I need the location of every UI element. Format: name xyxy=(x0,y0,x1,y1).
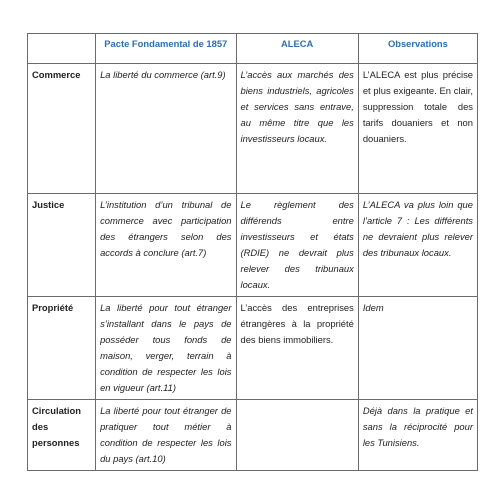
comparison-table xyxy=(27,33,478,471)
header-pacte: Pacte Fondamental de 1857 xyxy=(96,34,236,64)
row-label-circulation: Circulation des personnes xyxy=(28,400,96,471)
cell-aleca-circulation xyxy=(236,400,358,471)
cell-pacte-circulation: La liberté pour tout étranger de pratiquer tout métier à condition de respecter les lois du pays (art.10) xyxy=(96,400,236,471)
cell-observations-commerce: L’ALECA est plus précise et plus exigeante. En clair, suppression totale des tarifs douaniers et non douaniers. xyxy=(358,64,477,194)
cell-aleca-commerce: L’accès aux marchés des biens industriels, agricoles et services sans entrave, au même titre que les investisseurs locaux. xyxy=(236,64,358,194)
cell-observations-justice: L’ALECA va plus loin que l’article 7 : Les différents ne devraient plus relever des tribunaux locaux. xyxy=(358,194,477,297)
table-row xyxy=(28,64,478,194)
row-label-propriete: Propriété xyxy=(28,297,96,400)
table-row xyxy=(28,297,478,400)
table-header-row xyxy=(28,34,478,64)
header-empty xyxy=(28,34,96,64)
cell-pacte-commerce: La liberté du commerce (art.9) xyxy=(96,64,236,194)
cell-aleca-justice: Le règlement des différends entre investisseurs et états (RDIE) ne devrait plus relever des tribunaux locaux. xyxy=(236,194,358,297)
table-row xyxy=(28,194,478,297)
row-label-commerce: Commerce xyxy=(28,64,96,194)
cell-aleca-propriete: L’accès des entreprises étrangères à la propriété des biens immobiliers. xyxy=(236,297,358,400)
cell-observations-propriete: Idem xyxy=(358,297,477,400)
header-observations: Observations xyxy=(358,34,477,64)
header-aleca: ALECA xyxy=(236,34,358,64)
cell-pacte-propriete: La liberté pour tout étranger s’installant dans le pays de posséder tous fonds de maison, verger, terrain à condition de respecter les lois en vigueur (art.11) xyxy=(96,297,236,400)
table-row xyxy=(28,400,478,471)
row-label-justice: Justice xyxy=(28,194,96,297)
cell-observations-circulation: Déjà dans la pratique et sans la réciprocité pour les Tunisiens. xyxy=(358,400,477,471)
cell-pacte-justice: L’institution d’un tribunal de commerce avec participation des étrangers selon des accords à conclure (art.7) xyxy=(96,194,236,297)
